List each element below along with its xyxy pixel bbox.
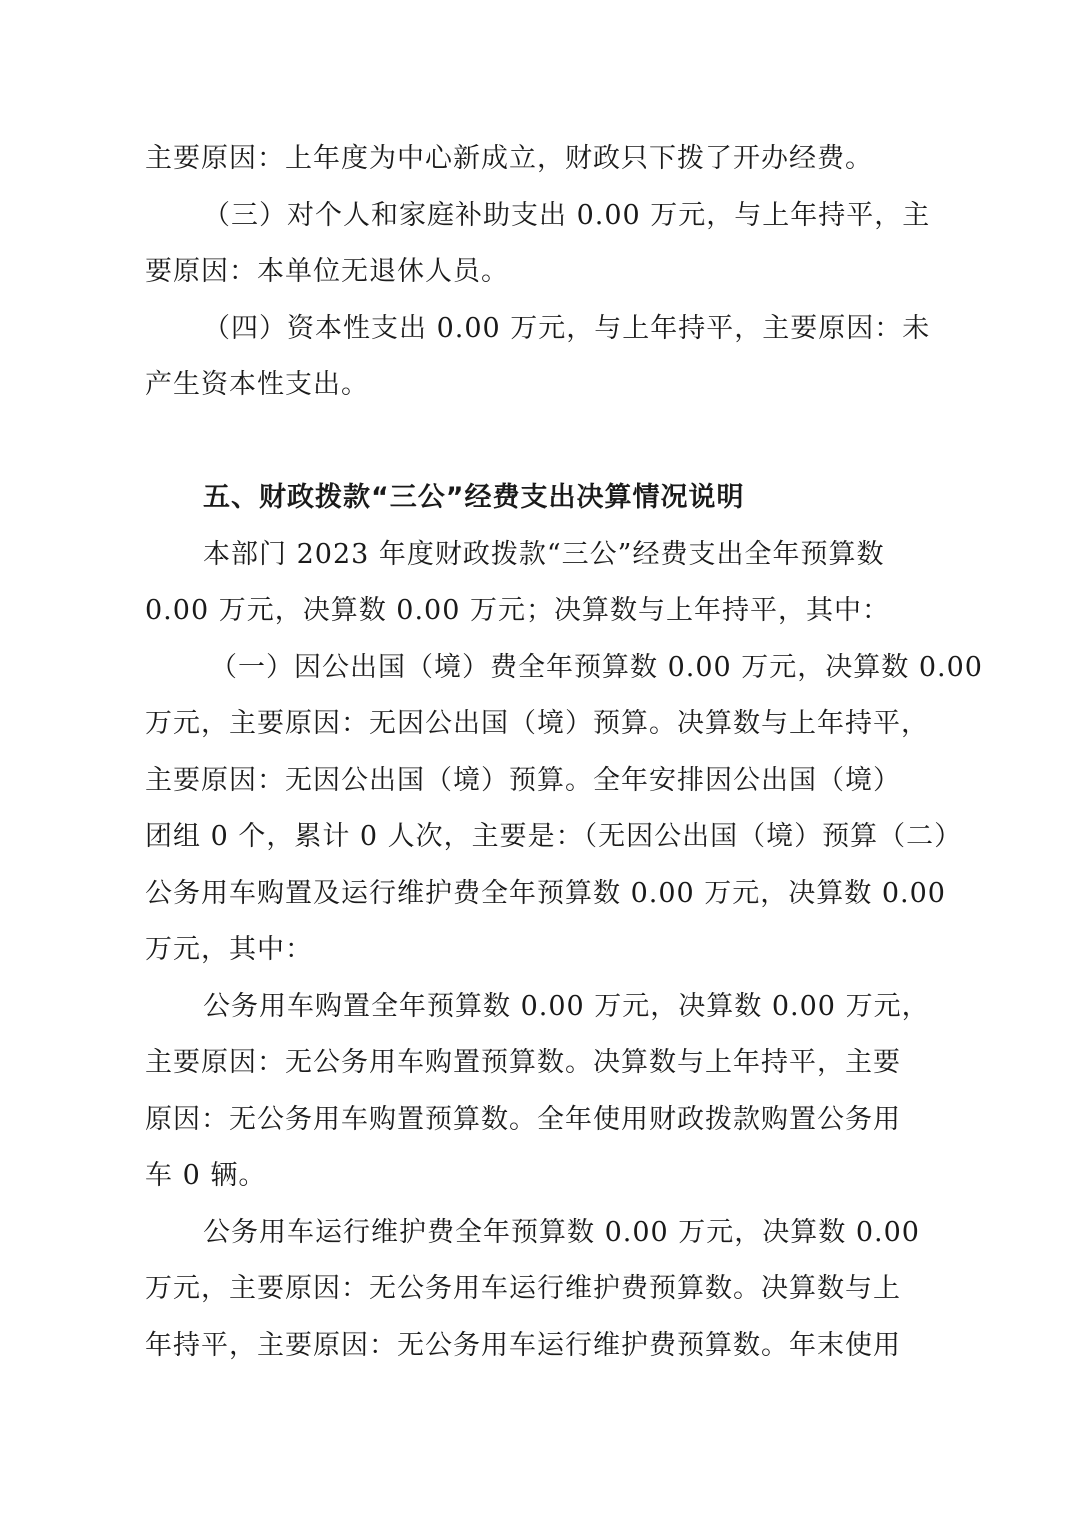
text-line: 公务用车购置及运行维护费全年预算数 0.00 万元，决算数 0.00: [145, 878, 946, 909]
text-line: （四）资本性支出 0.00 万元，与上年持平，主要原因：未: [203, 313, 931, 344]
text-line: 产生资本性支出。: [145, 369, 369, 400]
section-heading: 五、财政拨款“三公”经费支出决算情况说明: [203, 482, 745, 513]
text-line: 主要原因：无因公出国（境）预算。全年安排因公出国（境）: [145, 765, 901, 796]
text-line: 主要原因：上年度为中心新成立，财政只下拨了开办经费。: [145, 143, 873, 174]
text-line: 主要原因：无公务用车购置预算数。决算数与上年持平，主要: [145, 1047, 901, 1078]
text-line: 团组 0 个，累计 0 人次，主要是：（无因公出国（境）预算（二）: [145, 821, 963, 852]
text-line: 公务用车购置全年预算数 0.00 万元，决算数 0.00 万元，: [203, 991, 930, 1022]
text-line: 本部门 2023 年度财政拨款“三公”经费支出全年预算数: [203, 539, 885, 570]
text-line: 万元，主要原因：无公务用车运行维护费预算数。决算数与上: [145, 1273, 901, 1304]
text-line: 原因：无公务用车购置预算数。全年使用财政拨款购置公务用: [145, 1104, 901, 1135]
text-line: 年持平，主要原因：无公务用车运行维护费预算数。年末使用: [145, 1330, 901, 1361]
text-line: 0.00 万元，决算数 0.00 万元；决算数与上年持平，其中：: [145, 595, 890, 626]
text-line: （一）因公出国（境）费全年预算数 0.00 万元，决算数 0.00: [210, 652, 983, 683]
text-line: 万元，主要原因：无因公出国（境）预算。决算数与上年持平，: [145, 708, 929, 739]
text-line: 车 0 辆。: [145, 1160, 267, 1191]
text-line: 要原因：本单位无退休人员。: [145, 256, 509, 287]
text-line: 公务用车运行维护费全年预算数 0.00 万元，决算数 0.00: [203, 1217, 920, 1248]
text-line: 万元，其中：: [145, 934, 313, 965]
text-line: （三）对个人和家庭补助支出 0.00 万元，与上年持平，主: [203, 200, 931, 231]
